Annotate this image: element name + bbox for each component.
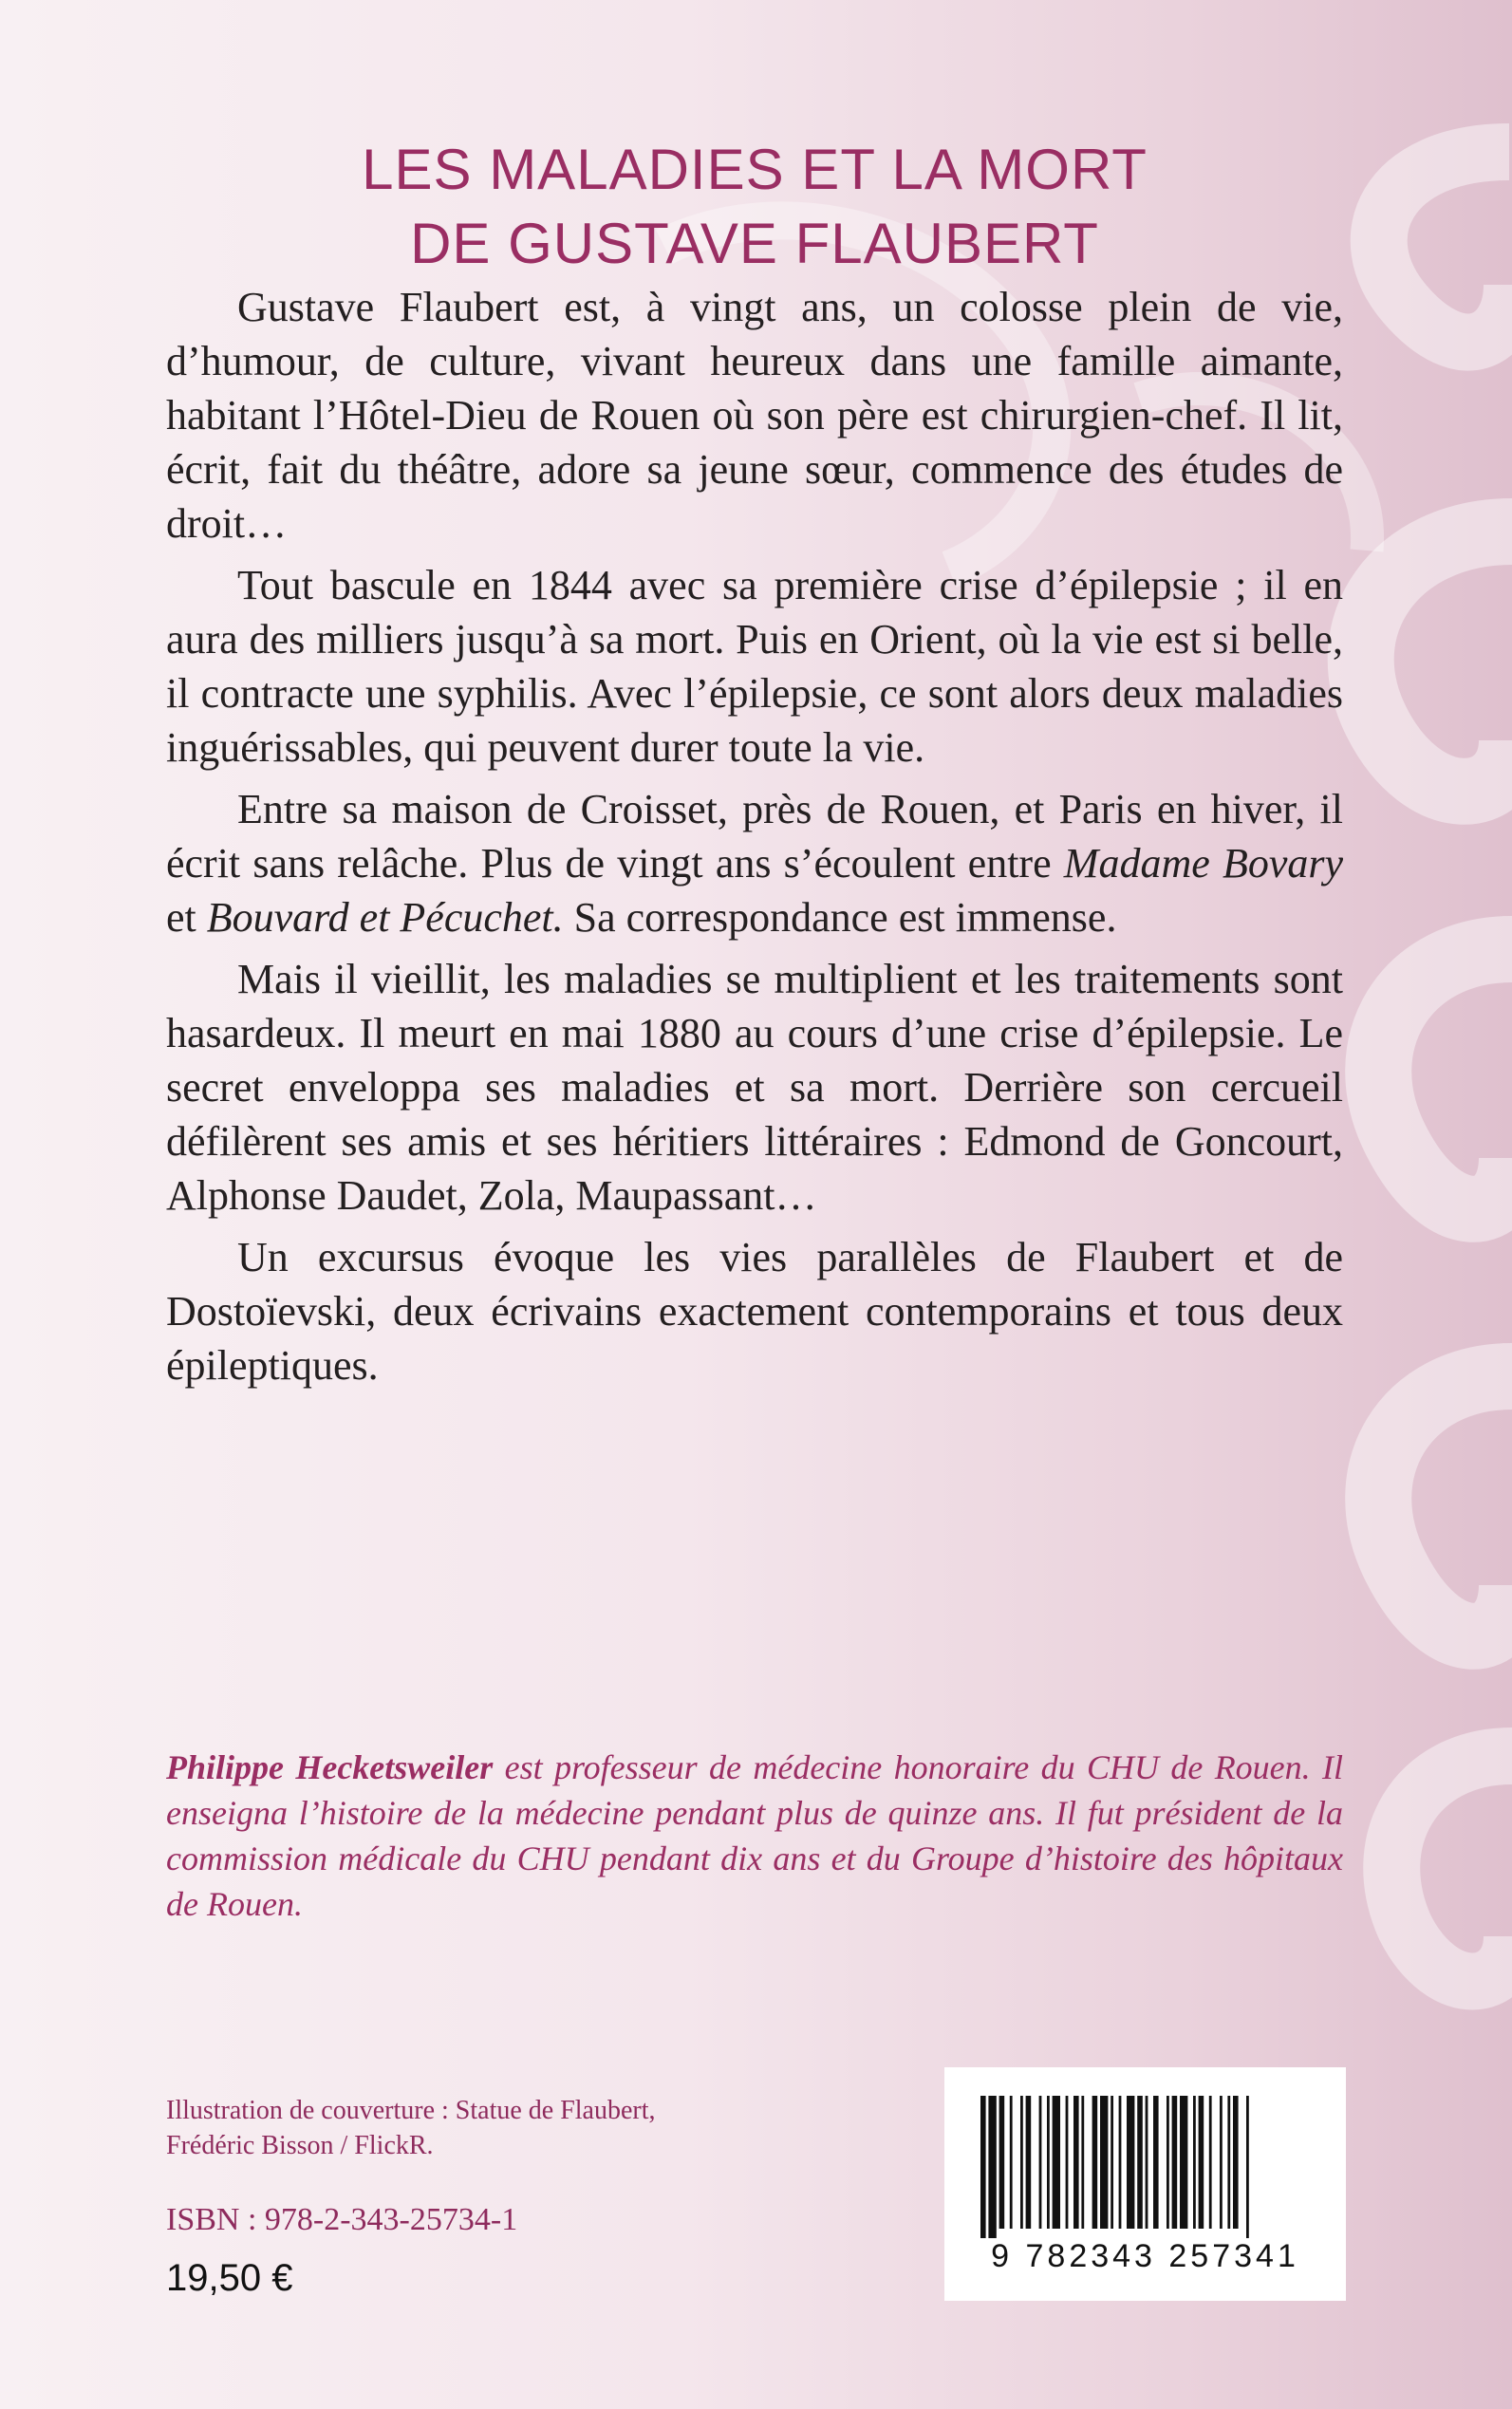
barcode [944,2067,1346,2301]
barcode-bar [1020,2096,1023,2229]
author-bio-text: est professeur de médecine honoraire du CHU de Rouen. Il enseigna l’histoire de la médecine pendant plus de quinze ans. Il fut président de la commission médicale du CHU pendant dix ans et du Groupe d’histoire des hôpitaux de Rouen. [166,1748,1344,1923]
barcode-bar [1209,2096,1212,2229]
barcode-bar [1092,2096,1098,2229]
author-name: Philippe Hecketsweiler [166,1748,494,1786]
barcode-bar [1172,2096,1178,2229]
barcode-bar [1053,2096,1060,2229]
barcode-bar [1220,2096,1223,2229]
barcode-bar [1233,2096,1239,2229]
summary-paragraph-2: Tout bascule en 1844 avec sa première crise d’épilepsie ; il en aura des milliers jusqu’à sa mort. Puis en Orient, où la vie est si belle, il contracte une syphilis. Avec l’épilepsie, ce sont alors deux maladies inguérissables, qui peuvent durer toute la vie. [166,562,1343,771]
barcode-bar [1180,2096,1187,2229]
summary-paragraph-1: Gustave Flaubert est, à vingt ans, un colosse plein de vie, d’humour, de culture, vivant heureux dans une famille aimante, habitant l’Hôtel-Dieu de Rouen où son père est chirurgien-chef. Il lit, écrit, fait du théâtre, adore sa jeune sœur, commence des études de droit… [166,284,1343,547]
barcode-bar [1227,2096,1230,2229]
summary-paragraph-5: Un excursus évoque les vies parallèles de Flaubert et de Dostoïevski, deux écrivains exactement contemporains et tous deux épileptiques. [166,1234,1343,1389]
barcode-bar [1047,2096,1050,2229]
isbn: ISBN : 978-2-343-25734-1 [166,2202,518,2237]
barcode-bar [1073,2096,1079,2229]
barcode-bar [1039,2096,1042,2229]
book-title-bouvard-et-pecuchet: Bouvard et Pécuchet. [206,894,564,941]
barcode-bar [999,2096,1005,2229]
barcode-bar [1111,2096,1113,2229]
barcode-bar [1137,2096,1143,2229]
barcode-bar [1146,2096,1148,2229]
barcode-bar [1081,2096,1084,2229]
barcode-bar [1153,2096,1159,2229]
barcode-bar [980,2096,986,2238]
cover-credits [166,2093,783,2163]
summary-paragraph-3-end: Sa correspondance est immense. [563,894,1117,941]
barcode-bar [1100,2096,1108,2229]
barcode-bar [1119,2096,1122,2229]
cover-credits-line-1: Illustration de couverture : Statue de Flaubert, [166,2096,656,2125]
barcode-bar [1199,2096,1204,2229]
barcode-bar [1127,2096,1134,2229]
book-title [161,133,1348,281]
summary-paragraph-3-mid: et [166,894,207,941]
author-bio [166,1745,1343,1927]
summary-paragraph-4: Mais il vieillit, les maladies se multiplient et les traitements sont hasardeux. Il meurt en mai 1880 au cours d’une crise d’épilepsie. Le secret enveloppa ses maladies et sa mort. Derrière son cercueil défilèrent ses amis et ses héritiers littéraires : Edmond de Goncourt, Alphonse Daudet, Zola, Maupassant… [166,956,1343,1219]
book-title-line-1: LES MALADIES ET LA MORT [362,138,1148,202]
summary-paragraph-3 [166,782,1343,944]
barcode-digits: 9 782343 257341 [991,2238,1299,2274]
summary-text [166,280,1343,1400]
barcode-bar [988,2096,996,2238]
barcode-bar [1026,2096,1032,2229]
summary-paragraph-3-start: Entre sa maison de Croisset, près de Rouen, et Paris en hiver, il écrit sans relâche. Plus de vingt ans s’écoulent entre [166,786,1343,887]
barcode-bar [1246,2096,1249,2238]
barcode-bar [1010,2096,1013,2229]
book-title-line-2: DE GUSTAVE FLAUBERT [410,212,1099,276]
barcode-bar [1193,2096,1196,2229]
barcode-bar [1167,2096,1169,2229]
barcode-bars [975,2096,1316,2238]
book-title-madame-bovary: Madame Bovary [1063,840,1343,887]
price: 19,50 € [166,2257,293,2299]
cover-credits-line-2: Frédéric Bisson / FlickR. [166,2131,434,2160]
barcode-bar [1066,2096,1069,2229]
